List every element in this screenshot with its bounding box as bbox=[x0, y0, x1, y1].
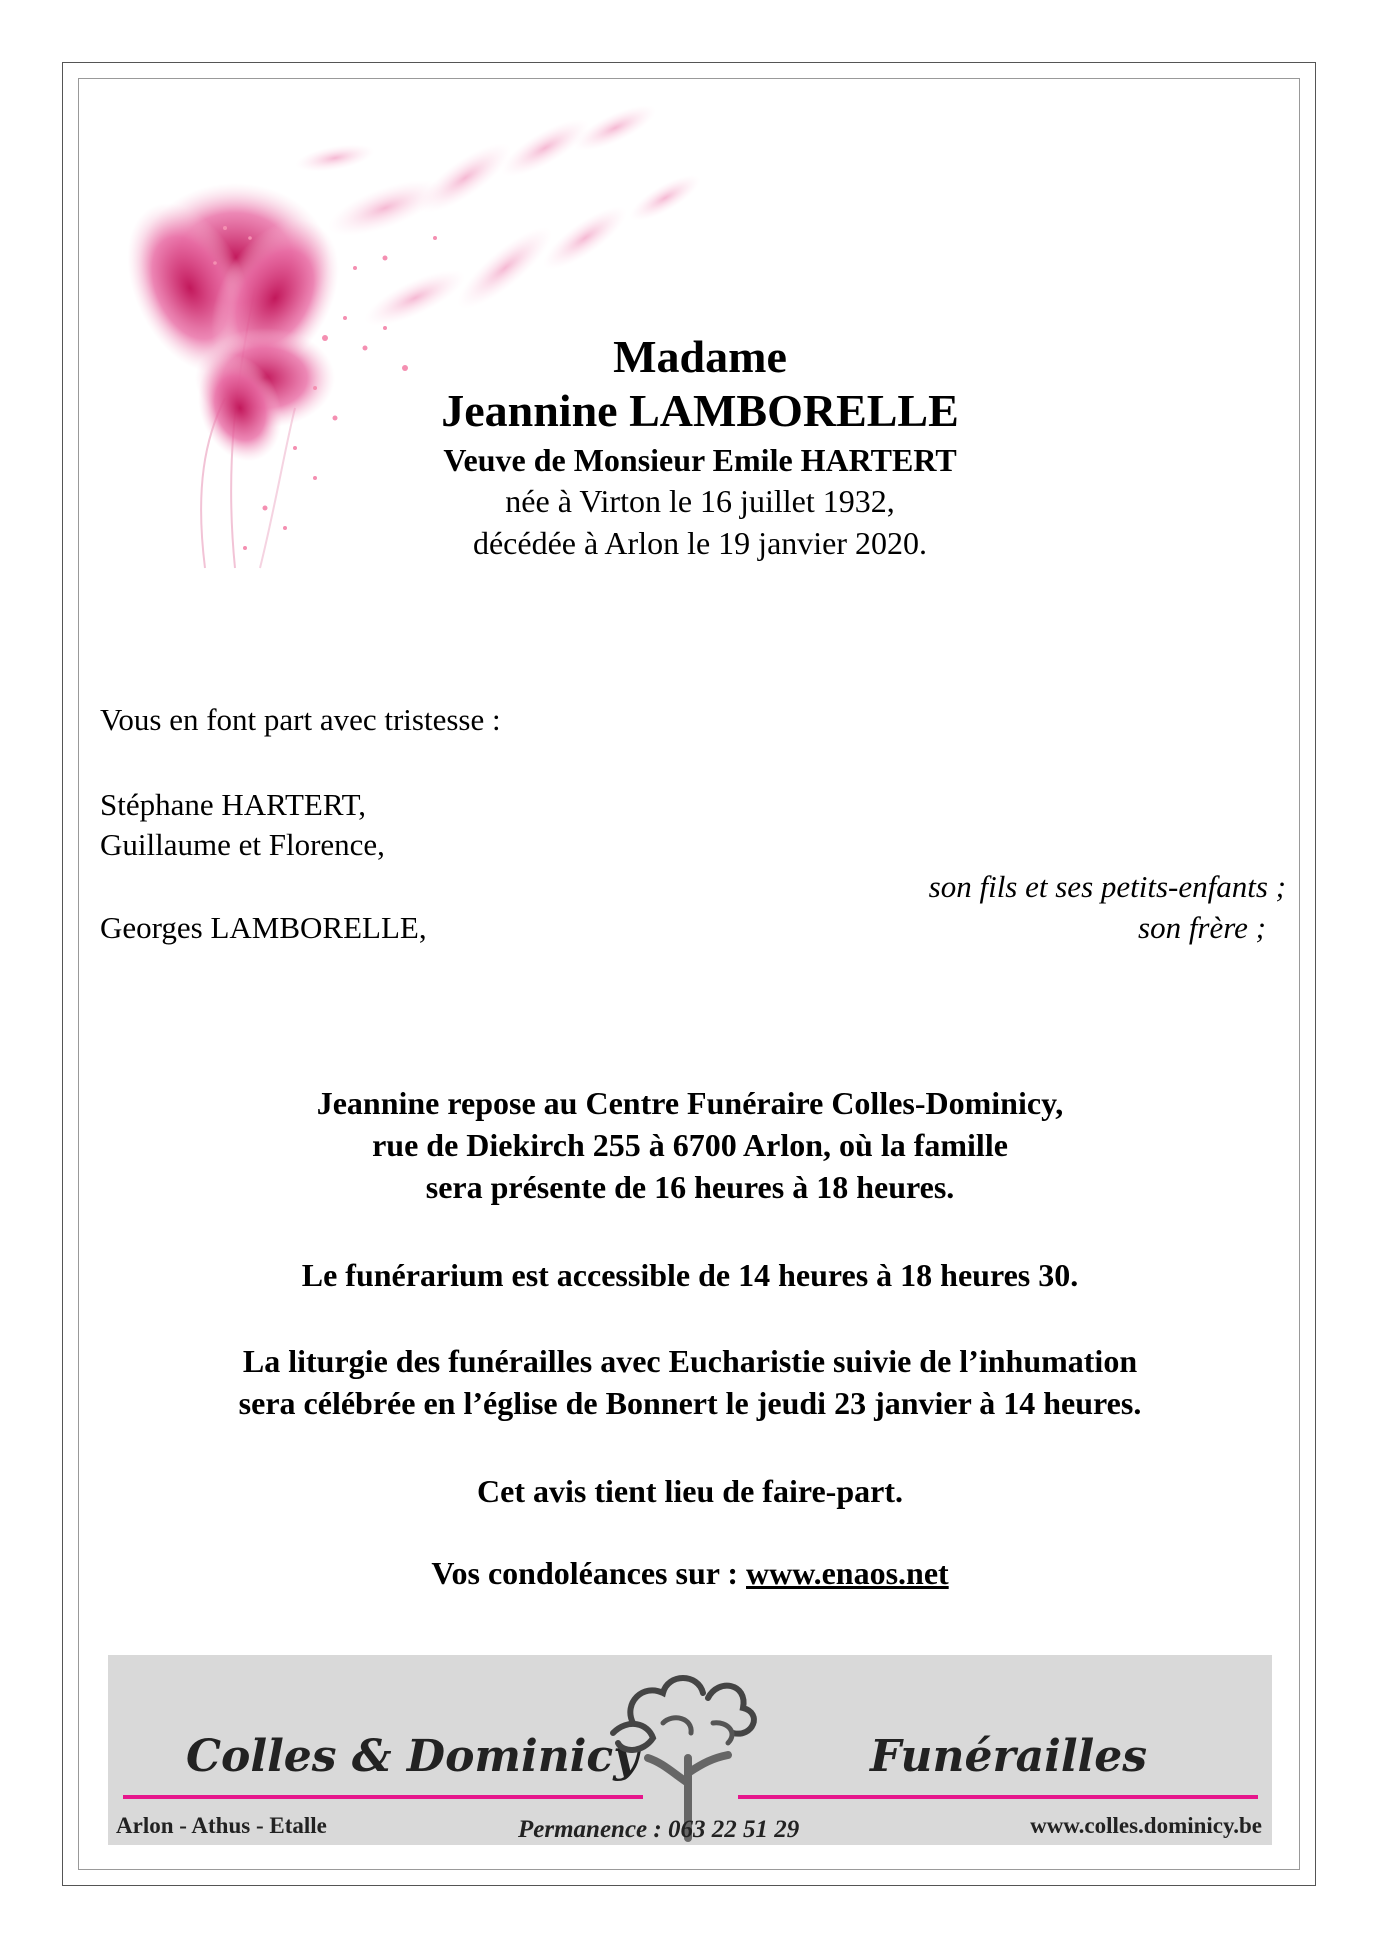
intro-text: Vous en font part avec tristesse : bbox=[100, 702, 501, 737]
deceased-header bbox=[300, 330, 1100, 564]
deceased-name: Jeannine LAMBORELLE bbox=[441, 385, 959, 436]
accent-line-right bbox=[738, 1795, 1258, 1799]
family-line-3: Georges LAMBORELLE, bbox=[100, 910, 427, 945]
liturgy-paragraph bbox=[100, 1340, 1280, 1424]
info-line: La liturgie des funérailles avec Eucharistie suivie de l’inhumation bbox=[242, 1343, 1138, 1379]
info-line: Jeannine repose au Centre Funéraire Colles-Dominicy, bbox=[316, 1085, 1064, 1121]
family-relation-2: son frère ; bbox=[1138, 910, 1266, 945]
accent-line-left bbox=[123, 1795, 643, 1799]
info-line: sera célébrée en l’église de Bonnert le jeudi 23 janvier à 14 heures. bbox=[238, 1385, 1142, 1421]
brand-tagline: Funérailles bbox=[870, 1731, 1148, 1782]
funerarium-hours: Le funérarium est accessible de 14 heures à 18 heures 30. bbox=[301, 1257, 1079, 1293]
visitation-paragraph bbox=[100, 1082, 1280, 1208]
info-line: sera présente de 16 heures à 18 heures. bbox=[425, 1169, 955, 1205]
family-line-2: Guillaume et Florence, bbox=[100, 827, 385, 862]
family-line-1: Stéphane HARTERT, bbox=[100, 787, 367, 822]
birth-line: née à Virton le 16 juillet 1932, bbox=[505, 483, 895, 519]
family-relation-1: son fils et ses petits-enfants ; bbox=[928, 869, 1286, 904]
condolences-prefix: Vos condoléances sur : bbox=[431, 1555, 739, 1591]
death-line: décédée à Arlon le 19 janvier 2020. bbox=[472, 525, 928, 561]
honorific: Madame bbox=[613, 331, 787, 382]
widow-line: Veuve de Monsieur Emile HARTERT bbox=[443, 442, 957, 478]
notice-statement: Cet avis tient lieu de faire-part. bbox=[477, 1473, 903, 1509]
locations-text: Arlon - Athus - Etalle bbox=[116, 1813, 327, 1838]
info-line: rue de Diekirch 255 à 6700 Arlon, où la famille bbox=[372, 1127, 1008, 1163]
brand-name: Colles & Dominicy bbox=[186, 1731, 639, 1782]
permanence-phone: Permanence : 063 22 51 29 bbox=[518, 1816, 800, 1843]
condolences-line bbox=[100, 1552, 1280, 1594]
condolences-link[interactable]: www.enaos.net bbox=[746, 1555, 949, 1591]
website-text[interactable]: www.colles.dominicy.be bbox=[1030, 1813, 1262, 1838]
funeral-home-banner bbox=[108, 1655, 1272, 1845]
